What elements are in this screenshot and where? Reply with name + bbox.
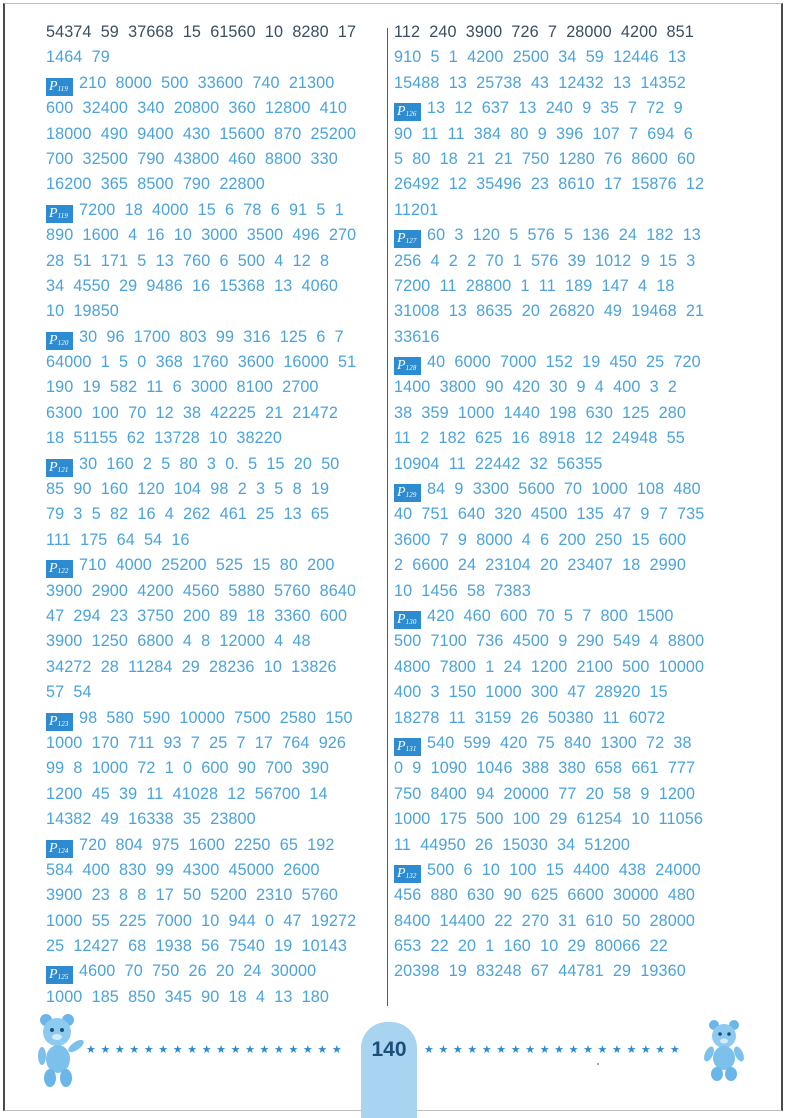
answer-line xyxy=(394,680,734,705)
answer-line xyxy=(394,553,734,578)
answer-text: 400 3 150 1000 300 47 28920 15 xyxy=(394,683,668,702)
answer-line xyxy=(46,20,382,45)
answer-text: 14382 49 16338 35 23800 xyxy=(46,810,256,829)
answer-text: 11201 xyxy=(394,200,439,219)
page-ref-badge: $P_{129}$ xyxy=(394,484,421,502)
answer-line xyxy=(394,172,734,197)
answer-line xyxy=(46,249,382,274)
answer-text: 40 6000 7000 152 19 450 25 720 xyxy=(427,353,701,372)
answer-text: 33616 xyxy=(394,327,440,346)
answer-text: 84 9 3300 5600 70 1000 108 480 xyxy=(427,480,701,499)
answer-line xyxy=(46,426,382,451)
answer-text: 4600 70 750 26 20 24 30000 xyxy=(79,962,317,981)
page-number: 140 xyxy=(371,1038,407,1061)
answer-line xyxy=(394,45,734,70)
answer-line xyxy=(394,122,734,147)
answer-text: 40 751 640 320 4500 135 47 9 7 735 xyxy=(394,505,705,524)
answer-text: 16200 365 8500 790 22800 xyxy=(46,175,265,194)
answer-text: 190 19 582 11 6 3000 8100 2700 xyxy=(46,378,319,397)
answer-text: 99 8 1000 72 1 0 600 90 700 390 xyxy=(46,759,330,778)
answer-line xyxy=(394,655,734,680)
answer-text: 6300 100 70 12 38 42225 21 21472 xyxy=(46,403,338,422)
answer-line xyxy=(394,325,734,350)
answer-line xyxy=(46,985,382,1010)
answer-line xyxy=(46,299,382,324)
answer-line xyxy=(394,20,734,45)
answer-line xyxy=(46,452,382,477)
scan-dot xyxy=(597,1063,599,1065)
answer-text: 653 22 20 1 160 10 29 80066 22 xyxy=(394,937,668,956)
answer-text: 85 90 160 120 104 98 2 3 5 8 19 xyxy=(46,480,330,499)
answer-line xyxy=(46,198,382,223)
left-column xyxy=(46,20,382,1010)
answer-line xyxy=(46,934,382,959)
answer-line xyxy=(394,375,734,400)
answer-text: 540 599 420 75 840 1300 72 38 xyxy=(427,733,692,752)
answer-text: 500 7100 736 4500 9 290 549 4 8800 xyxy=(394,632,705,651)
answer-text: 7200 18 4000 15 6 78 6 91 5 1 xyxy=(79,200,344,219)
page-ref-badge: $P_{130}$ xyxy=(394,611,421,629)
answer-text: 890 1600 4 16 10 3000 3500 496 270 xyxy=(46,226,357,245)
answer-line xyxy=(46,604,382,629)
answer-text: 750 8400 94 20000 77 20 58 9 1200 xyxy=(394,784,696,803)
answer-text: 98 580 590 10000 7500 2580 150 xyxy=(79,708,353,727)
answer-text: 7200 11 28800 1 11 189 147 4 18 xyxy=(394,276,675,295)
answer-line xyxy=(394,477,734,502)
answer-line xyxy=(394,274,734,299)
answer-text: 25 12427 68 1938 56 7540 19 10143 xyxy=(46,937,348,956)
page-ref-badge: $P_{124}$ xyxy=(46,840,73,858)
answer-line xyxy=(46,858,382,883)
answer-line xyxy=(46,579,382,604)
answer-text: 30 160 2 5 80 3 0. 5 15 20 50 xyxy=(79,454,340,473)
answer-text: 31008 13 8635 20 26820 49 19468 21 xyxy=(394,302,705,321)
answer-text: 910 5 1 4200 2500 34 59 12446 13 xyxy=(394,48,687,67)
answer-text: 500 6 10 100 15 4400 438 24000 xyxy=(427,860,701,879)
answer-line xyxy=(394,706,734,731)
answer-line xyxy=(46,528,382,553)
answer-text: 34 4550 29 9486 16 15368 13 4060 xyxy=(46,276,338,295)
answer-text: 456 880 630 90 625 6600 30000 480 xyxy=(394,886,696,905)
answer-line xyxy=(46,706,382,731)
answer-text: 54374 59 37668 15 61560 10 8280 17 xyxy=(46,23,357,41)
answer-line xyxy=(394,147,734,172)
answer-line xyxy=(46,375,382,400)
page-ref-badge: $P_{121}$ xyxy=(46,459,73,477)
answer-text: 10904 11 22442 32 56355 xyxy=(394,454,603,473)
answer-line xyxy=(46,782,382,807)
bear-mascot-icon xyxy=(700,1018,748,1082)
page-ref-badge: $P_{128}$ xyxy=(394,357,421,375)
answer-line xyxy=(394,96,734,121)
answer-text: 584 400 830 99 4300 45000 2600 xyxy=(46,860,320,879)
answer-line xyxy=(394,934,734,959)
answer-text: 4800 7800 1 24 1200 2100 500 10000 xyxy=(394,657,705,676)
answer-line xyxy=(394,223,734,248)
answer-text: 600 32400 340 20800 360 12800 410 xyxy=(46,99,347,118)
answer-text: 18278 11 3159 26 50380 11 6072 xyxy=(394,708,666,727)
answer-line xyxy=(46,96,382,121)
answer-text: 1464 79 xyxy=(46,48,110,67)
answer-line xyxy=(394,959,734,984)
answer-text: 1000 55 225 7000 10 944 0 47 19272 xyxy=(46,911,357,930)
answer-text: 57 54 xyxy=(46,683,92,702)
answer-text: 18000 490 9400 430 15600 870 25200 xyxy=(46,124,357,143)
answer-text: 34272 28 11284 29 28236 10 13826 xyxy=(46,657,337,676)
page-ref-badge: $P_{132}$ xyxy=(394,865,421,883)
answer-text: 15488 13 25738 43 12432 13 14352 xyxy=(394,73,686,92)
answer-text: 3900 2900 4200 4560 5880 5760 8640 xyxy=(46,581,357,600)
answer-line xyxy=(394,502,734,527)
answer-line xyxy=(46,223,382,248)
answer-line xyxy=(46,680,382,705)
answer-line xyxy=(46,655,382,680)
answer-line xyxy=(394,883,734,908)
page-ref-badge: $P_{123}$ xyxy=(46,713,73,731)
answer-line xyxy=(394,198,734,223)
answer-line xyxy=(394,350,734,375)
answer-text: 10 19850 xyxy=(46,302,119,321)
answer-text: 3900 1250 6800 4 8 12000 4 48 xyxy=(46,632,311,651)
answer-line xyxy=(394,401,734,426)
answer-text: 111 175 64 54 16 xyxy=(46,530,190,549)
bear-mascot-icon xyxy=(34,1012,90,1088)
answer-text: 10 1456 58 7383 xyxy=(394,581,531,600)
answer-text: 64000 1 5 0 368 1760 3600 16000 51 xyxy=(46,353,357,372)
page-ref-badge: $P_{122}$ xyxy=(46,560,73,578)
page-number-tab xyxy=(361,1022,417,1118)
answer-text: 38 359 1000 1440 198 630 125 280 xyxy=(394,403,686,422)
answer-text: 1000 170 711 93 7 25 7 17 764 926 xyxy=(46,733,347,752)
answer-line xyxy=(394,528,734,553)
answer-text: 720 804 975 1600 2250 65 192 xyxy=(79,835,335,854)
answer-line xyxy=(394,909,734,934)
answer-line xyxy=(46,833,382,858)
answer-text: 420 460 600 70 5 7 800 1500 xyxy=(427,606,674,625)
answer-line xyxy=(46,401,382,426)
right-column xyxy=(394,20,734,985)
answer-line xyxy=(46,45,382,70)
answer-line xyxy=(46,807,382,832)
page-ref-badge: $P_{119}$ xyxy=(46,205,73,223)
footer-stars-left: ★★★★★★★★★★★★★★★★★★ xyxy=(86,1044,347,1056)
answer-line xyxy=(394,452,734,477)
answer-line xyxy=(46,553,382,578)
answer-text: 47 294 23 3750 200 89 18 3360 600 xyxy=(46,606,348,625)
answer-text: 2 6600 24 23104 20 23407 18 2990 xyxy=(394,556,686,575)
answer-line xyxy=(46,147,382,172)
answer-line xyxy=(394,299,734,324)
answer-line xyxy=(394,833,734,858)
answer-line xyxy=(394,249,734,274)
footer-stars-right: ★★★★★★★★★★★★★★★★★★ xyxy=(424,1044,685,1056)
page-ref-badge: $P_{131}$ xyxy=(394,738,421,756)
answer-text: 20398 19 83248 67 44781 29 19360 xyxy=(394,962,686,981)
answer-text: 30 96 1700 803 99 316 125 6 7 xyxy=(79,327,344,346)
answer-line xyxy=(394,782,734,807)
answer-line xyxy=(394,756,734,781)
answer-text: 13 12 637 13 240 9 35 7 72 9 xyxy=(427,99,683,118)
answer-text: 26492 12 35496 23 8610 17 15876 12 xyxy=(394,175,705,194)
answer-text: 710 4000 25200 525 15 80 200 xyxy=(79,556,335,575)
answer-text: 3900 23 8 8 17 50 5200 2310 5760 xyxy=(46,886,339,905)
answer-text: 700 32500 790 43800 460 8800 330 xyxy=(46,149,338,168)
answer-line xyxy=(394,807,734,832)
answer-text: 11 44950 26 15030 34 51200 xyxy=(394,835,630,854)
answer-text: 3600 7 9 8000 4 6 200 250 15 600 xyxy=(394,530,687,549)
answer-text: 112 240 3900 726 7 28000 4200 851 xyxy=(394,23,694,41)
answer-text: 90 11 11 384 80 9 396 107 7 694 6 xyxy=(394,124,693,143)
page-ref-badge: $P_{125}$ xyxy=(46,966,73,984)
answer-line xyxy=(46,325,382,350)
answer-line xyxy=(46,959,382,984)
answer-line xyxy=(394,604,734,629)
answer-text: 28 51 171 5 13 760 6 500 4 12 8 xyxy=(46,251,330,270)
column-divider xyxy=(387,28,388,1006)
page-ref-badge: $P_{127}$ xyxy=(394,230,421,248)
answer-line xyxy=(46,274,382,299)
answer-line xyxy=(46,477,382,502)
answer-line xyxy=(46,71,382,96)
answer-text: 11 2 182 625 16 8918 12 24948 55 xyxy=(394,429,685,448)
answer-text: 1000 185 850 345 90 18 4 13 180 xyxy=(46,987,329,1006)
answer-line xyxy=(46,731,382,756)
answer-line xyxy=(46,883,382,908)
answer-line xyxy=(46,756,382,781)
answer-line xyxy=(46,502,382,527)
answer-text: 60 3 120 5 576 5 136 24 182 13 xyxy=(427,226,701,245)
answer-line xyxy=(46,122,382,147)
answer-text: 1200 45 39 11 41028 12 56700 14 xyxy=(46,784,328,803)
answer-line xyxy=(46,909,382,934)
answer-line xyxy=(394,426,734,451)
answer-line xyxy=(394,579,734,604)
answer-text: 8400 14400 22 270 31 610 50 28000 xyxy=(394,911,696,930)
page-ref-badge: $P_{126}$ xyxy=(394,103,421,121)
page-ref-badge: $P_{119}$ xyxy=(46,78,73,96)
answer-text: 18 51155 62 13728 10 38220 xyxy=(46,429,282,448)
answer-line xyxy=(46,350,382,375)
answer-line xyxy=(46,172,382,197)
answer-line xyxy=(394,629,734,654)
answer-line xyxy=(394,858,734,883)
answer-text: 210 8000 500 33600 740 21300 xyxy=(79,73,335,92)
answer-text: 1000 175 500 100 29 61254 10 11056 xyxy=(394,810,703,829)
answer-text: 1400 3800 90 420 30 9 4 400 3 2 xyxy=(394,378,678,397)
answer-line xyxy=(394,731,734,756)
answer-line xyxy=(46,629,382,654)
answer-text: 5 80 18 21 21 750 1280 76 8600 60 xyxy=(394,149,696,168)
answer-line xyxy=(394,71,734,96)
answer-text: 256 4 2 2 70 1 576 39 1012 9 15 3 xyxy=(394,251,696,270)
answer-text: 0 9 1090 1046 388 380 658 661 777 xyxy=(394,759,696,778)
answer-text: 79 3 5 82 16 4 262 461 25 13 65 xyxy=(46,505,330,524)
page-ref-badge: $P_{120}$ xyxy=(46,332,73,350)
